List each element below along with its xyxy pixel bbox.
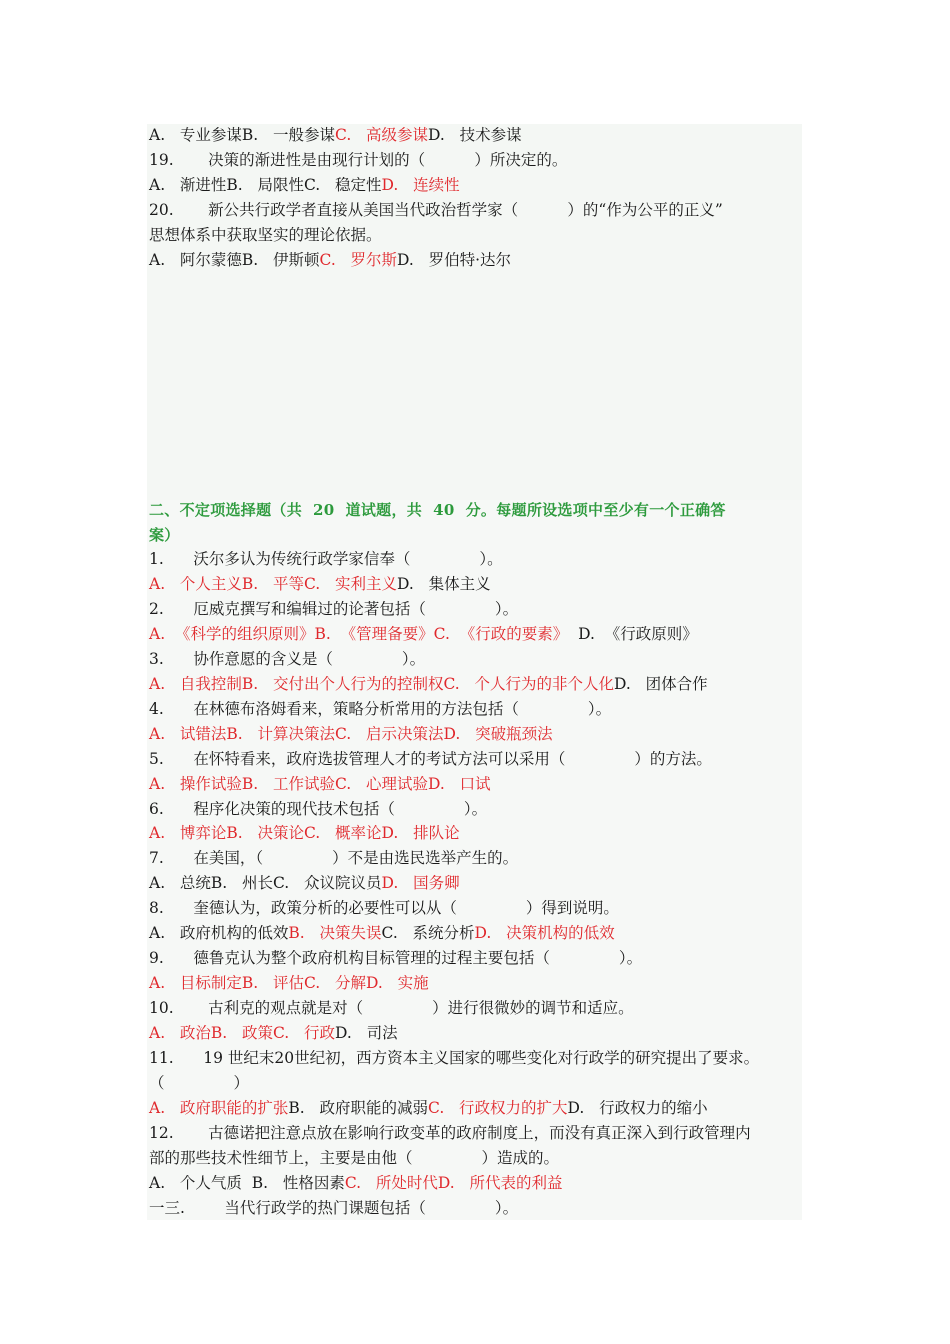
question-line bbox=[149, 996, 804, 1021]
question-text: 2. 厄威克撰写和编辑过的论著包括（ ）。 bbox=[149, 599, 519, 618]
answer-highlight-text: A. 自我控制B. 交付出个人行为的控制权C. 个人行为的非个人化 bbox=[149, 674, 615, 693]
question-line bbox=[149, 697, 804, 722]
answer-highlight-text: A. 个人主义B. 平等C. 实利主义 bbox=[149, 574, 398, 593]
answer-highlight-text: B. 决策失误 bbox=[288, 924, 382, 943]
question-text: 12. 古德诺把注意点放在影响行政变革的政府制度上，而没有真正深入到行政管理内 bbox=[149, 1123, 751, 1142]
question-text: 4. 在林德布洛姆看来，策略分析常用的方法包括（ ）。 bbox=[149, 699, 612, 718]
answer-highlight-text: A. 《科学的组织原则》B. 《管理备要》C. 《行政的要素》 bbox=[149, 624, 569, 643]
question-line bbox=[149, 797, 804, 822]
question-text: D. 集体主义 bbox=[397, 574, 491, 593]
question-line bbox=[149, 772, 804, 797]
top-question-line bbox=[149, 248, 804, 273]
question-text: 7. 在美国，（ ）不是由选民选举产生的。 bbox=[149, 849, 519, 868]
question-text: 9. 德鲁克认为整个政府机构目标管理的过程主要包括（ ）。 bbox=[149, 949, 643, 968]
answer-highlight-text: A. 政府职能的扩张 bbox=[149, 1098, 289, 1117]
question-text: （ ） bbox=[149, 1073, 249, 1092]
answer-highlight-text: D. 连续性 bbox=[381, 176, 460, 194]
top-question-line bbox=[149, 173, 804, 198]
question-text: D. 行政权力的缩小 bbox=[567, 1098, 708, 1117]
answer-highlight-text: C. 所处时代D. 所代表的利益 bbox=[344, 1173, 563, 1192]
question-text: A. 阿尔蒙德B. 伊斯顿 bbox=[149, 251, 320, 269]
question-text: 部的那些技术性细节上，主要是由他（ ）造成的。 bbox=[149, 1148, 559, 1167]
answer-highlight-text: C. 行政权力的扩大 bbox=[428, 1098, 568, 1117]
question-line bbox=[149, 971, 804, 996]
answer-highlight-text: A. 操作试验B. 工作试验C. 心理试验D. 口试 bbox=[149, 774, 491, 793]
question-line bbox=[149, 1071, 804, 1096]
top-question-line bbox=[149, 148, 804, 173]
question-line bbox=[149, 622, 804, 647]
question-line bbox=[149, 1021, 804, 1046]
question-line bbox=[149, 846, 804, 871]
top-question-line bbox=[149, 198, 804, 223]
question-text: C. 系统分析 bbox=[381, 924, 475, 943]
answer-highlight-text: A. 试错法B. 计算决策法C. 启示决策法D. 突破瓶颈法 bbox=[149, 724, 553, 743]
question-line bbox=[149, 672, 804, 697]
question-line bbox=[149, 1146, 804, 1171]
question-text: A. 个人气质 B. 性格因素 bbox=[149, 1173, 345, 1192]
question-text: 1. 沃尔多认为传统行政学家信奉（ ）。 bbox=[149, 550, 503, 568]
question-text: A. 政府机构的低效 bbox=[149, 924, 289, 943]
question-text: D. 《行政原则》 bbox=[568, 624, 698, 643]
question-line bbox=[149, 871, 804, 896]
question-text: A. 渐进性B. 局限性C. 稳定性 bbox=[149, 176, 382, 194]
section-heading: 二、不定项选择题（共 20 道试题，共 40 分。每题所设选项中至少有一个正确答 bbox=[149, 501, 726, 519]
question-text: 19. 决策的渐进性是由现行计划的（ ）所决定的。 bbox=[149, 151, 568, 169]
question-line bbox=[149, 1196, 804, 1221]
question-line bbox=[149, 722, 804, 747]
question-line bbox=[149, 547, 804, 572]
question-text: 一三. 当代行政学的热门课题包括（ ）。 bbox=[149, 1198, 519, 1217]
question-text: 6. 程序化决策的现代技术包括（ ）。 bbox=[149, 799, 488, 818]
answer-highlight-text: C. 罗尔斯 bbox=[319, 251, 398, 269]
question-text: 11. 19 世纪末20世纪初，西方资本主义国家的哪些变化对行政学的研究提出了要求。 bbox=[149, 1049, 760, 1067]
question-line bbox=[149, 1096, 804, 1121]
answer-highlight-text: A. 政治B. 政策C. 行政 bbox=[149, 1024, 336, 1043]
section-heading-continued: 案） bbox=[149, 526, 180, 544]
top-question-line bbox=[149, 123, 804, 148]
question-line bbox=[149, 946, 804, 971]
question-line bbox=[149, 1046, 804, 1071]
question-line bbox=[149, 597, 804, 622]
question-text: A. 专业参谋B. 一般参谋 bbox=[149, 126, 336, 144]
question-line bbox=[149, 896, 804, 921]
question-text: 思想体系中获取坚实的理论依据。 bbox=[149, 226, 382, 244]
question-line bbox=[149, 921, 804, 946]
question-text: D. 团体合作 bbox=[614, 674, 708, 693]
answer-highlight-text: C. 高级参谋 bbox=[335, 126, 429, 144]
question-line bbox=[149, 647, 804, 672]
question-line bbox=[149, 1171, 804, 1196]
question-line bbox=[149, 1121, 804, 1146]
question-text: B. 政府职能的减弱 bbox=[288, 1098, 429, 1117]
question-text: D. 司法 bbox=[335, 1024, 398, 1043]
question-line bbox=[149, 821, 804, 846]
question-text: 20. 新公共行政学者直接从美国当代政治哲学家（ ）的“作为公平的正义” bbox=[149, 201, 723, 219]
question-text: 10. 古利克的观点就是对（ ）进行很微妙的调节和适应。 bbox=[149, 999, 634, 1018]
question-text: 3. 协作意愿的含义是（ ）。 bbox=[149, 649, 426, 668]
question-text: 5. 在怀特看来，政府选拔管理人才的考试方法可以采用（ ）的方法。 bbox=[149, 749, 712, 768]
answer-highlight-text: D. 国务卿 bbox=[381, 874, 460, 893]
answer-highlight-text: D. 决策机构的低效 bbox=[474, 924, 615, 943]
answer-highlight-text: A. 目标制定B. 评估C. 分解D. 实施 bbox=[149, 974, 429, 993]
question-line bbox=[149, 572, 804, 597]
question-text: A. 总统B. 州长C. 众议院议员 bbox=[149, 874, 382, 893]
question-text: D. 技术参谋 bbox=[428, 126, 522, 144]
top-question-line bbox=[149, 223, 804, 248]
question-line bbox=[149, 747, 804, 772]
answer-highlight-text: A. 博弈论B. 决策论C. 概率论D. 排队论 bbox=[149, 824, 460, 843]
question-text: D. 罗伯特·达尔 bbox=[397, 251, 512, 269]
question-text: 8. 奎德认为，政策分析的必要性可以从（ ）得到说明。 bbox=[149, 899, 619, 918]
